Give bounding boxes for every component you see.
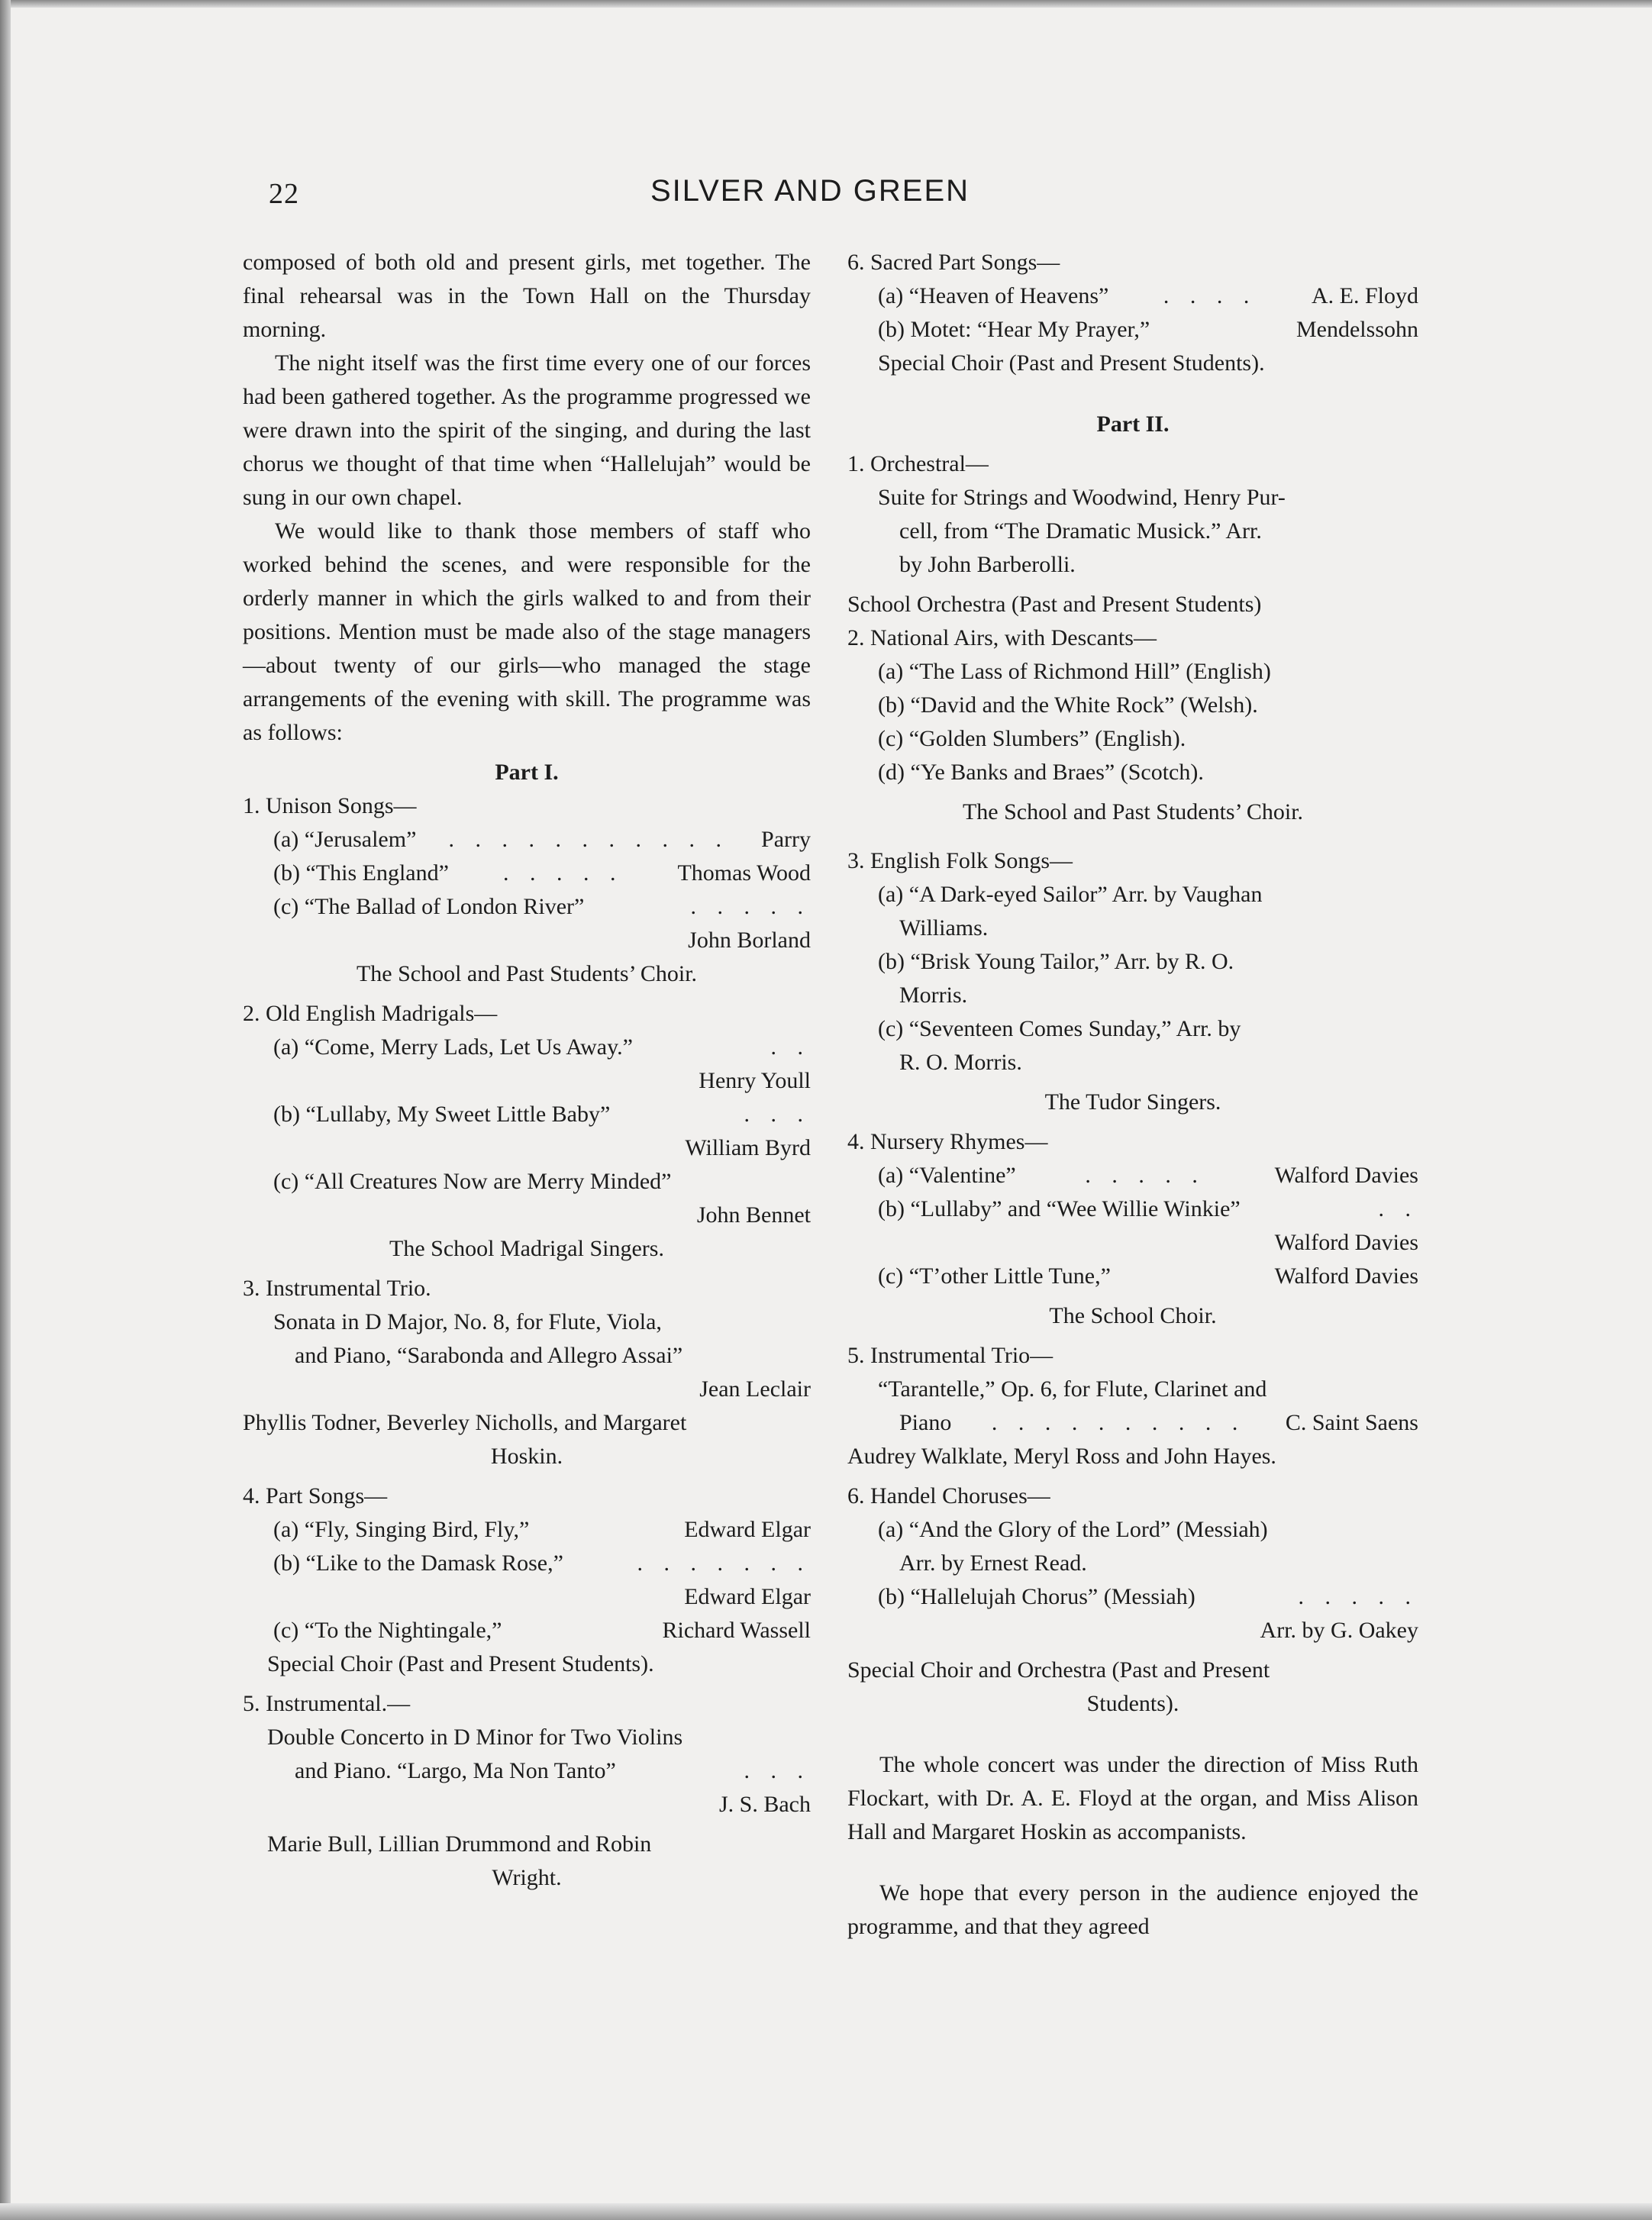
item-1b-title: (b) “This England” [273,860,449,886]
part-2-item-5-performers: Audrey Walklate, Meryl Ross and John Hayes. [847,1444,1276,1469]
part-2-item-4-performers: The School Choir. [1049,1303,1217,1328]
part-2-item-4b-title: (b) “Lullaby” and “Wee Willie Winkie” [878,1196,1241,1221]
part-2-item-4c-composer: Walford Davies [1274,1263,1418,1289]
item-2c-composer: John Bennet [696,1202,811,1228]
item-2c-title: (c) “All Creatures Now are Merry Minded” [273,1169,672,1194]
item-2-performers: The School Madrigal Singers. [389,1236,664,1261]
scan-edge-left [0,0,11,2220]
right-column [847,246,1418,1944]
part-1-heading: Part I. [495,760,559,785]
part-2-item-5-heading: 5. Instrumental Trio— [847,1343,1053,1368]
item-1b-leader: . . . . . [502,860,624,886]
part-2-item-4a-title: (a) “Valentine” [878,1163,1016,1188]
part-2-item-4b-composer: Walford Davies [1274,1230,1418,1255]
item-1a-composer: Parry [761,827,811,852]
item-6a-title: (a) “Heaven of Heavens” [878,283,1109,308]
item-1a-leader: . . . . . . . . . . . [448,827,729,852]
part-2-item-6-heading: 6. Handel Choruses— [847,1483,1050,1509]
item-1b [243,857,811,890]
closing-paragraph-2: We hope that every person in the audience enjoyed the programme, and that they agreed [847,1880,1418,1939]
item-2b-leader: . . . [744,1102,811,1127]
part-2-item-1-line-1: Suite for Strings and Woodwind, Henry Pur- [878,485,1286,510]
item-4b-title: (b) “Like to the Damask Rose,” [273,1550,563,1576]
part-2-item-6b-arranger: Arr. by G. Oakey [1260,1618,1418,1643]
intro-paragraph-3: We would like to thank those members of staff who worked behind the scenes, and were responsible for the orderly manner in which the girls walked to and from their positions. Mention must be made also of the stage managers—about twenty of our girls—who managed the stage arrangements of the evening with skill. The programme was as follows: [243,518,811,745]
part-2-item-6b-title: (b) “Hallelujah Chorus” (Messiah) [878,1584,1195,1609]
running-header: SILVER AND GREEN [650,174,970,208]
item-1a-title: (a) “Jerusalem” [273,827,417,852]
item-6a-composer: A. E. Floyd [1311,283,1418,308]
part-2-heading: Part II. [1096,411,1170,437]
part-2-item-1-heading: 1. Orchestral— [847,451,989,476]
scan-edge-top [0,0,1652,8]
part-2-item-6b [847,1580,1418,1614]
part-2-item-5-leader: . . . . . . . . . . [991,1410,1246,1435]
item-2a-leader: . . [770,1034,811,1060]
item-4c-title: (c) “To the Nightingale,” [273,1618,502,1643]
item-4b-leader: . . . . . . . [637,1550,811,1576]
item-5-leader: . . . [744,1758,811,1783]
scan-edge-bottom [0,2203,1652,2220]
item-2a [243,1031,811,1064]
item-1-performers: The School and Past Students’ Choir. [356,961,698,986]
part-2-item-3c-line-1: (c) “Seventeen Comes Sunday,” Arr. by [878,1016,1241,1041]
item-6-heading: 6. Sacred Part Songs— [847,250,1060,275]
item-1c-title: (c) “The Ballad of London River” [273,894,585,919]
item-4c-composer: Richard Wassell [662,1618,811,1643]
part-2-item-6-performers-line-1: Special Choir and Orchestra (Past and Present [847,1657,1270,1683]
part-2-item-3a-line-1: (a) “A Dark-eyed Sailor” Arr. by Vaughan [878,882,1263,907]
item-4a-composer: Edward Elgar [684,1517,811,1542]
item-2b-title: (b) “Lullaby, My Sweet Little Baby” [273,1102,611,1127]
item-2-heading: 2. Old English Madrigals— [243,1001,498,1026]
part-2-item-5-instrument: Piano [899,1410,952,1435]
part-2-item-4a-leader: . . . . . [1085,1163,1205,1188]
item-3-performers-line-2: Hoskin. [490,1444,563,1469]
part-2-item-5-line-2 [847,1406,1418,1440]
intro-paragraph-1: composed of both old and present girls, met together. The final rehearsal was in the Town Hall on the Thursday morning. [243,250,811,342]
item-2a-title: (a) “Come, Merry Lads, Let Us Away.” [273,1034,633,1060]
part-2-item-4b [847,1192,1418,1226]
item-1c-composer: John Borland [688,928,811,953]
part-2-item-6a-line-1: (a) “And the Glory of the Lord” (Messiah) [878,1517,1268,1542]
part-2-item-5-line-1: “Tarantelle,” Op. 6, for Flute, Clarinet and [878,1376,1267,1402]
part-2-item-1-line-2: cell, from “The Dramatic Musick.” Arr. [899,518,1262,544]
item-5-line-1: Double Concerto in D Minor for Two Violins [267,1725,683,1750]
part-2-item-3b-line-1: (b) “Brisk Young Tailor,” Arr. by R. O. [878,949,1234,974]
item-6b-composer: Mendelssohn [1296,317,1418,342]
part-2-item-4a-composer: Walford Davies [1274,1163,1418,1188]
item-4b-composer: Edward Elgar [684,1584,811,1609]
item-4c [243,1614,811,1647]
part-2-item-6-performers-line-2: Students). [1086,1691,1179,1716]
part-2-item-1-performers: School Orchestra (Past and Present Students) [847,592,1262,617]
part-2-item-2-heading: 2. National Airs, with Descants— [847,625,1157,650]
part-2-item-2d: (d) “Ye Banks and Braes” (Scotch). [878,760,1204,785]
item-4a [243,1513,811,1547]
intro-paragraph-2: The night itself was the first time every one of our forces had been gathered together. As the programme progressed we were drawn into the spirit of the singing, and during the last chorus we thought of that time when “Hallelujah” would be sung in our own chapel. [243,350,811,510]
item-2b [243,1098,811,1131]
item-5-line-2 [243,1754,811,1788]
part-2-item-3c-line-2: R. O. Morris. [899,1050,1022,1075]
item-3-line-2: and Piano, “Sarabonda and Allegro Assai” [295,1343,683,1368]
part-2-item-6b-leader: . . . . . [1298,1584,1418,1609]
part-2-item-1-line-3: by John Barberolli. [899,552,1076,577]
part-2-item-4c [847,1260,1418,1293]
part-2-item-4a [847,1159,1418,1192]
item-6a [847,279,1418,313]
item-6a-leader: . . . . [1163,283,1257,308]
part-2-item-3b-line-2: Morris. [899,983,968,1008]
part-2-item-6a-line-2: Arr. by Ernest Read. [899,1550,1087,1576]
item-3-heading: 3. Instrumental Trio. [243,1276,431,1301]
part-2-item-3-heading: 3. English Folk Songs— [847,848,1073,873]
item-5-title: and Piano. “Largo, Ma Non Tanto” [295,1758,616,1783]
part-2-item-2-performers: The School and Past Students’ Choir. [962,799,1304,824]
part-2-item-2a: (a) “The Lass of Richmond Hill” (English) [878,659,1271,684]
left-column [243,246,811,1895]
item-3-composer: Jean Leclair [699,1376,811,1402]
item-1a [243,823,811,857]
part-2-item-4-heading: 4. Nursery Rhymes— [847,1129,1048,1154]
item-5-heading: 5. Instrumental.— [243,1691,411,1716]
item-2b-composer: William Byrd [685,1135,811,1160]
item-1-heading: 1. Unison Songs— [243,793,417,818]
item-4a-title: (a) “Fly, Singing Bird, Fly,” [273,1517,530,1542]
part-2-item-2b: (b) “David and the White Rock” (Welsh). [878,692,1258,718]
page-number: 22 [269,178,299,210]
item-3-performers-line-1: Phyllis Todner, Beverley Nicholls, and Margaret [243,1410,687,1435]
item-6b-title: (b) Motet: “Hear My Prayer,” [878,317,1150,342]
item-5-composer: J. S. Bach [719,1792,811,1817]
item-1c [243,890,811,924]
part-2-item-3a-line-2: Williams. [899,915,989,941]
part-2-item-4c-title: (c) “T’other Little Tune,” [878,1263,1111,1289]
item-6-performers: Special Choir (Past and Present Students). [878,350,1265,376]
closing-paragraph-1: The whole concert was under the direction of Miss Ruth Flockart, with Dr. A. E. Floyd at the organ, and Miss Alison Hall and Margaret Hoskin as accompanists. [847,1752,1418,1844]
item-6b [847,313,1418,347]
item-3-line-1: Sonata in D Major, No. 8, for Flute, Viola, [273,1309,662,1334]
item-5-performers-line-1: Marie Bull, Lillian Drummond and Robin [267,1831,652,1857]
item-4-performers: Special Choir (Past and Present Students). [267,1651,654,1676]
part-2-item-3-performers: The Tudor Singers. [1044,1089,1221,1115]
item-4-heading: 4. Part Songs— [243,1483,388,1509]
item-1c-leader: . . . . . [690,894,811,919]
item-2a-composer: Henry Youll [699,1068,811,1093]
part-2-item-5-composer: C. Saint Saens [1285,1410,1418,1435]
item-1b-composer: Thomas Wood [677,860,811,886]
item-4b [243,1547,811,1580]
part-2-item-2c: (c) “Golden Slumbers” (English). [878,726,1186,751]
item-5-performers-line-2: Wright. [492,1865,562,1890]
part-2-item-4b-leader: . . [1378,1196,1418,1221]
